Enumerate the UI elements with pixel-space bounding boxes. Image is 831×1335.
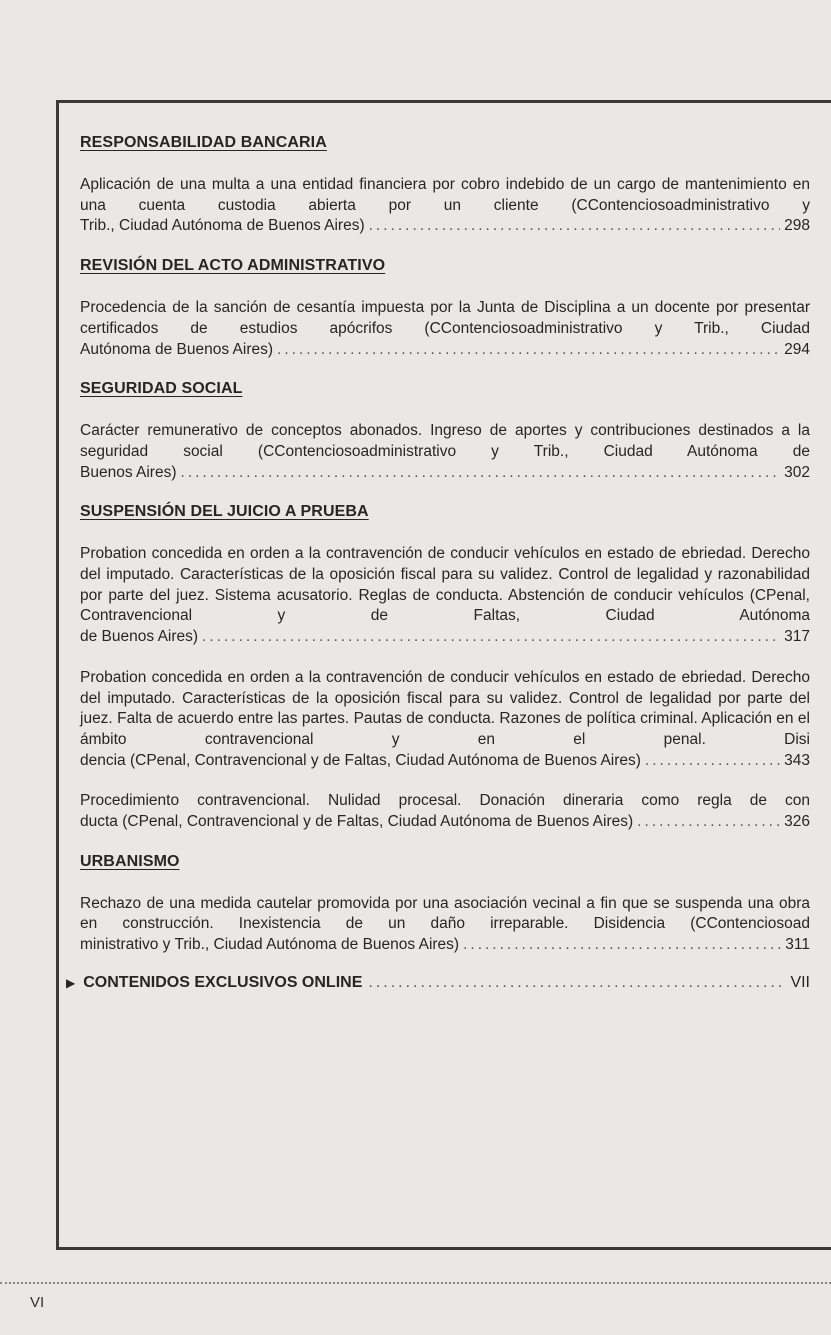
entry-page-number: 294	[784, 340, 810, 358]
entry-page-number: 311	[785, 936, 810, 954]
index-section	[80, 134, 810, 237]
index-entry	[80, 791, 810, 832]
index-entry	[80, 298, 810, 360]
entry-text: Procedimiento contravencional. Nulidad procesal. Donación dineraria como regla de con	[80, 792, 810, 810]
entry-page-number: 343	[784, 751, 810, 769]
entry-text: Probation concedida en orden a la contravención de conducir vehículos en estado de ebriedad. Derecho del imputado. Características de la oposición fiscal para su validez. Control de legalidad por parte del juez. Falta de acuerdo entre las partes. Pautas de conducta. Razones de política criminal. Aplicación en el ámbito contravencional y en el penal. Disi	[80, 668, 810, 748]
index-entry	[80, 544, 810, 648]
entry-text: Aplicación de una multa a una entidad financiera por cobro indebido de un cargo de mantenimiento en una cuenta custodia abierta por un cliente (CContenciosoadministrativo y	[80, 176, 810, 214]
entry-last-line-text: Buenos Aires)	[80, 463, 177, 481]
page-folio: VI	[30, 1294, 45, 1311]
leader-dots	[368, 974, 784, 992]
leader-dots	[277, 340, 780, 361]
index-section	[80, 503, 810, 832]
entry-last-line	[80, 812, 810, 833]
entry-page-number: 317	[784, 628, 810, 646]
index-entry	[80, 175, 810, 237]
entry-last-line-text: Autónoma de Buenos Aires)	[80, 340, 274, 358]
section-heading: SEGURIDAD SOCIAL	[80, 380, 243, 398]
index-section	[80, 853, 810, 956]
online-contents-entry	[66, 974, 810, 992]
leader-dots	[181, 463, 781, 484]
section-heading: URBANISMO	[80, 852, 180, 870]
leader-dots	[369, 216, 781, 237]
online-contents-label: CONTENIDOS EXCLUSIVOS ONLINE	[83, 974, 363, 991]
entry-last-line	[80, 627, 810, 648]
entry-text: Procedencia de la sanción de cesantía impuesta por la Junta de Disciplina a un docente por presentar certificados de estudios apócrifos (CContenciosoadministrativo y Trib., Ciudad	[80, 299, 810, 337]
online-contents-page: VII	[790, 974, 810, 991]
entry-page-number: 298	[784, 217, 810, 235]
entry-last-line-text: ducta (CPenal, Contravencional y de Faltas, Ciudad Autónoma de Buenos Aires)	[80, 813, 634, 831]
leader-dots	[463, 935, 781, 956]
entry-last-line	[80, 340, 810, 361]
entry-last-line-text: ministrativo y Trib., Ciudad Autónoma de Buenos Aires)	[80, 936, 460, 954]
entry-page-number: 326	[784, 813, 810, 831]
entry-text: Probation concedida en orden a la contravención de conducir vehículos en estado de ebriedad. Derecho del imputado. Características de la oposición fiscal para su validez. Control de legalidad y razonabilidad por parte del juez. Sistema acusatorio. Reglas de conducta. Abstención de conducir vehículos (CPenal, Contravencional y de Faltas, Ciudad Autónoma	[80, 545, 810, 625]
section-heading: RESPONSABILIDAD BANCARIA	[80, 134, 327, 151]
leader-dots	[202, 627, 780, 648]
section-heading: SUSPENSIÓN DEL JUICIO A PRUEBA	[80, 503, 369, 521]
entry-page-number: 302	[784, 463, 810, 481]
leader-dots	[645, 751, 780, 772]
entry-text: Carácter remunerativo de conceptos abonados. Ingreso de aportes y contribuciones destinados a la seguridad social (CContenciosoadministrativo y Trib., Ciudad Autónoma de	[80, 422, 810, 460]
entry-last-line	[80, 751, 810, 772]
entry-last-line-text: de Buenos Aires)	[80, 628, 199, 646]
index-section	[80, 257, 810, 360]
entry-last-line	[80, 216, 810, 237]
entry-last-line	[80, 463, 810, 484]
index-entry	[80, 668, 810, 772]
leader-dots	[637, 812, 780, 833]
index-content	[80, 134, 810, 976]
triangle-right-icon: ▶	[66, 976, 76, 990]
index-entry	[80, 421, 810, 483]
section-heading: REVISIÓN DEL ACTO ADMINISTRATIVO	[80, 257, 386, 275]
index-section	[80, 380, 810, 483]
entry-last-line-text: Trib., Ciudad Autónoma de Buenos Aires)	[80, 217, 365, 235]
entry-last-line	[80, 935, 810, 956]
index-entry	[80, 894, 810, 956]
bottom-rule	[0, 1282, 831, 1284]
entry-text: Rechazo de una medida cautelar promovida por una asociación vecinal a fin que se suspenda una obra en construcción. Inexistencia de un daño irreparable. Disidencia (CContenciosoad	[80, 894, 810, 933]
entry-last-line-text: dencia (CPenal, Contravencional y de Faltas, Ciudad Autónoma de Buenos Aires)	[80, 751, 641, 769]
